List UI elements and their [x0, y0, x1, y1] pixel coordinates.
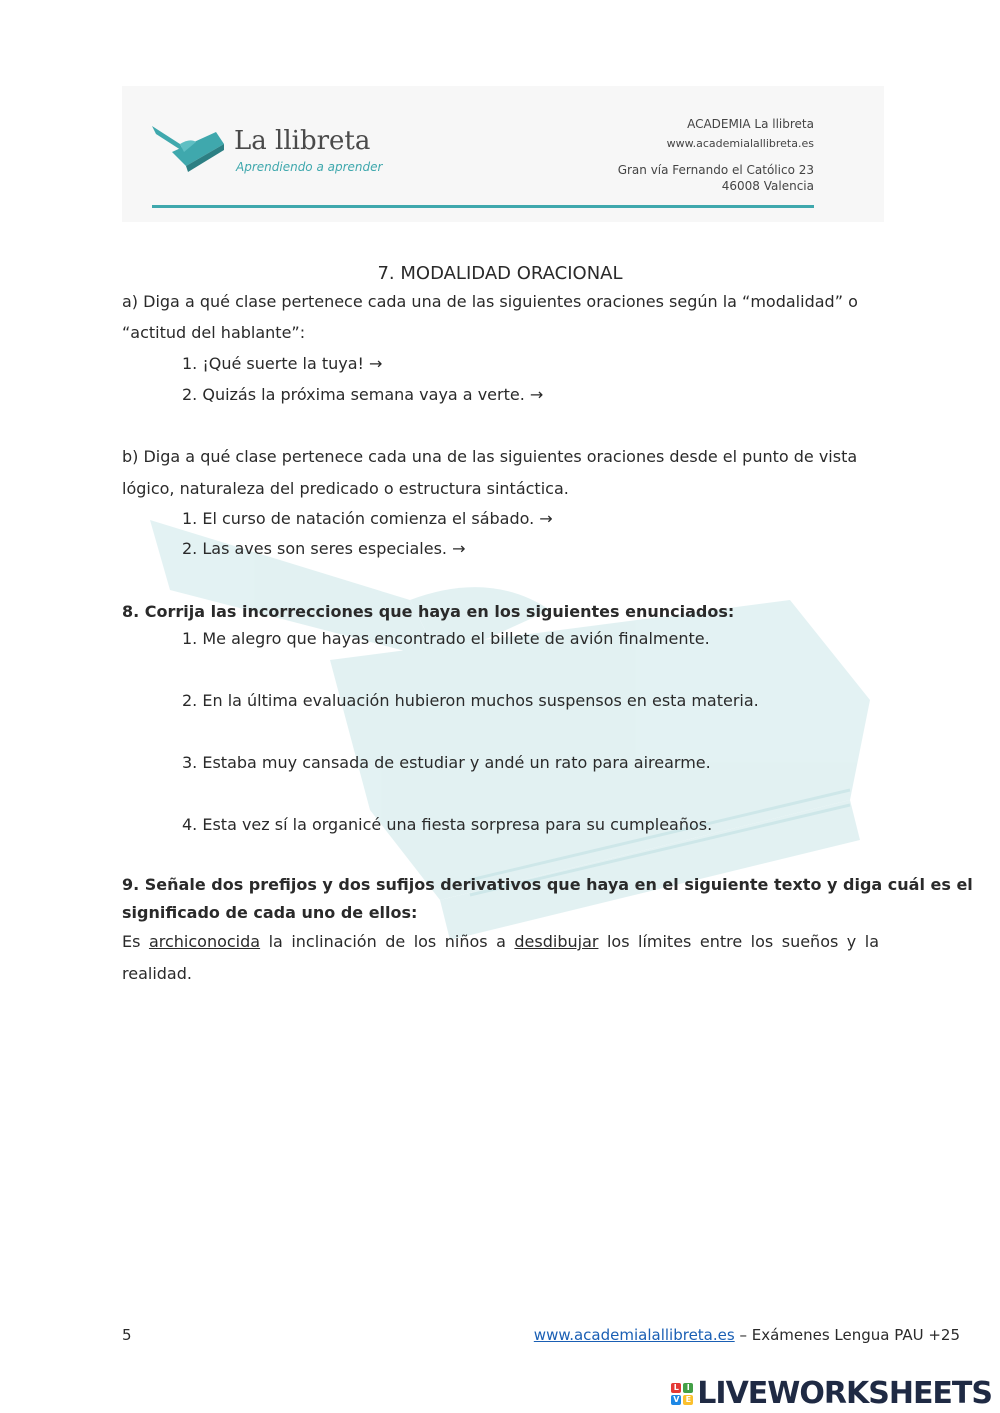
academy-website: www.academialallibreta.es [666, 137, 814, 150]
section7-b-line1: b) Diga a qué clase pertenece cada una de las siguientes oraciones desde el punto de vista [122, 447, 858, 466]
logo-title: La llibreta [234, 126, 371, 156]
book-logo-icon [150, 122, 226, 174]
address-line2: 46008 Valencia [721, 179, 814, 193]
section9-title-line1: 9. Señale dos prefijos y dos sufijos derivativos que haya en el siguiente texto y diga cuál es el [122, 875, 973, 894]
brand-letter-v: V [673, 1394, 680, 1404]
underlined-word-desdibujar: desdibujar [514, 932, 599, 951]
footer-text [534, 1326, 960, 1344]
liveworksheets-wordmark: LIVEWORKSHEETS [697, 1376, 992, 1411]
logo-subtitle: Aprendiendo a aprender [236, 160, 383, 174]
academy-name: ACADEMIA La llibreta [687, 117, 814, 131]
section9-text-part3: los límites entre los sueños y la [606, 932, 880, 951]
liveworksheets-logo-icon [671, 1383, 693, 1405]
brand-letter-e: E [683, 1395, 693, 1405]
header-divider [152, 205, 814, 208]
section7-title: 7. MODALIDAD ORACIONAL [377, 263, 623, 284]
section8-item1: 1. Me alegro que hayas encontrado el billete de avión finalmente. [182, 629, 710, 648]
footer-website-link[interactable]: www.academialallibreta.es [533, 1326, 735, 1344]
section7-b-line2: lógico, naturaleza del predicado o estructura sintáctica. [122, 479, 569, 498]
underlined-word-archiconocida: archiconocida [148, 932, 261, 951]
address-line1: Gran vía Fernando el Católico 23 [617, 163, 814, 177]
section7-b-item1: 1. El curso de natación comienza el sábado. → [182, 509, 553, 528]
section9-text-part2: la inclinación de los niños a [268, 932, 506, 951]
section7-a-line2: “actitud del hablante”: [122, 323, 306, 342]
brand-letter-i: I [683, 1383, 693, 1393]
section8-item2: 2. En la última evaluación hubieron muchos suspensos en esta materia. [182, 691, 759, 710]
section9-text-line1 [122, 932, 879, 952]
section7-a-line1: a) Diga a qué clase pertenece cada una de las siguientes oraciones según la “modalidad” o [122, 292, 858, 311]
footer-exam-label: – Exámenes Lengua PAU +25 [734, 1326, 960, 1344]
section9-text-line2: realidad. [122, 964, 192, 983]
section8-item3: 3. Estaba muy cansada de estudiar y andé un rato para airearme. [182, 753, 711, 772]
section7-a-item1: 1. ¡Qué suerte la tuya! → [182, 354, 383, 373]
page-number: 5 [122, 1326, 132, 1344]
page-header [122, 86, 884, 222]
section8-title: 8. Corrija las incorrecciones que haya en los siguientes enunciados: [122, 602, 735, 621]
section7-b-item2: 2. Las aves son seres especiales. → [182, 539, 466, 558]
section8-item4: 4. Esta vez sí la organicé una fiesta sorpresa para su cumpleaños. [182, 815, 713, 834]
brand-letter-l: L [671, 1383, 681, 1393]
section9-title-line2: significado de cada uno de ellos: [122, 903, 418, 922]
section9-text-part1: Es [122, 932, 141, 951]
liveworksheets-brand [671, 1376, 992, 1411]
section7-a-item2: 2. Quizás la próxima semana vaya a verte. → [182, 385, 544, 404]
